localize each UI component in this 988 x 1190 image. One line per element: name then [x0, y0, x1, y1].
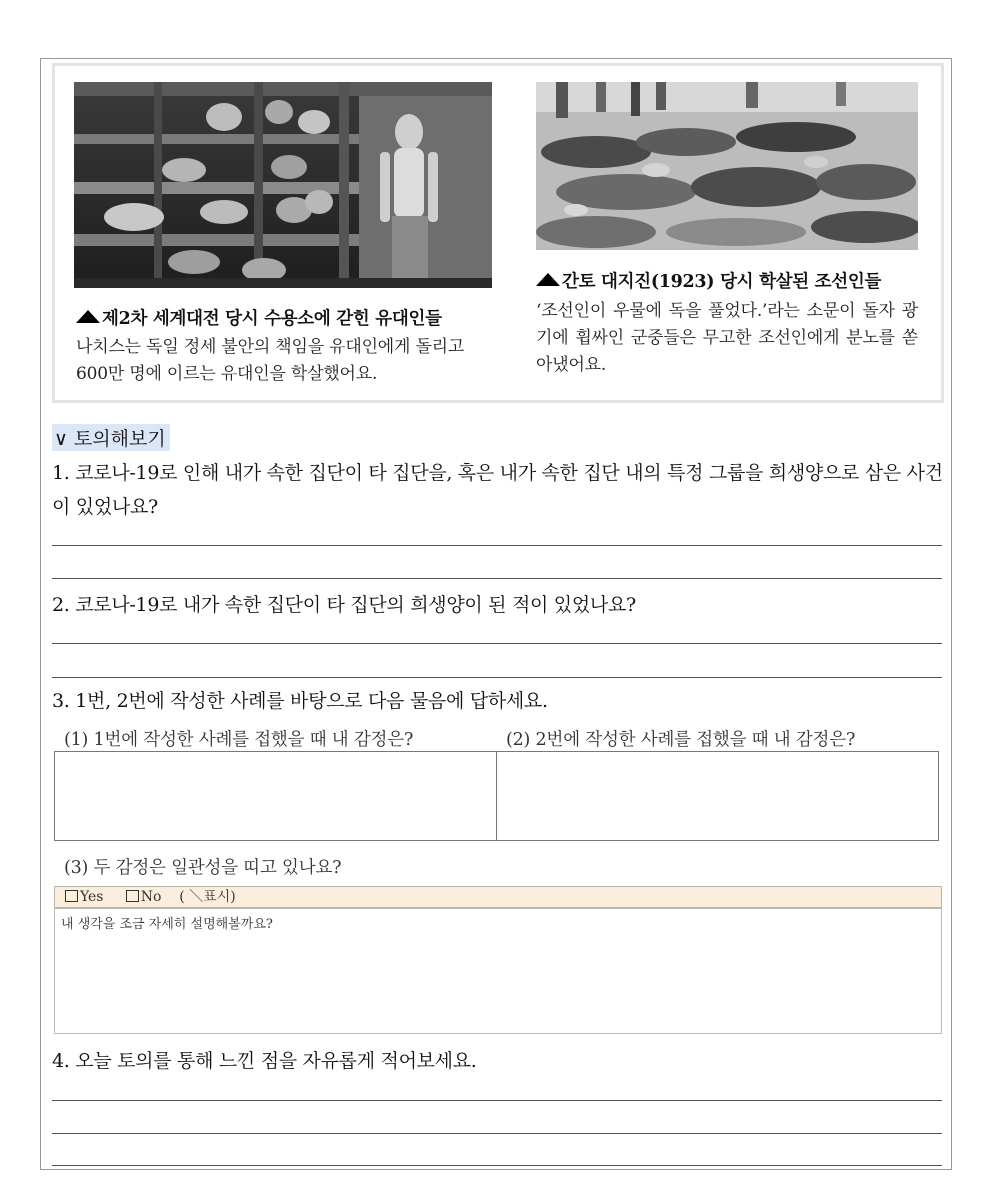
answer-line[interactable] [52, 643, 942, 644]
right-caption-title-text: 간토 대지진(1923) 당시 학살된 조선인들 [562, 272, 882, 292]
answer-line[interactable] [52, 677, 942, 678]
explanation-prompt: 내 생각을 조금 자세히 설명해볼까요? [61, 917, 273, 932]
yes-checkbox[interactable] [65, 890, 78, 902]
question-4: 4. 오늘 토의를 통해 느낀 점을 자유롭게 적어보세요. [52, 1050, 477, 1072]
feeling-answer-box-2[interactable] [496, 751, 939, 841]
left-caption-title-text: 제2차 세계대전 당시 수용소에 갇힌 유대인들 [102, 309, 442, 329]
right-caption-title [536, 268, 881, 293]
left-caption-body: 나치스는 독일 정세 불안의 책임을 유대인에게 돌리고 600만 명에 이르는 유대인을 학살했어요. [76, 337, 465, 384]
yes-label: Yes [80, 889, 104, 905]
answer-line[interactable] [52, 1133, 942, 1134]
triangle-icon [536, 273, 560, 286]
question-3: 3. 1번, 2번에 작성한 사례를 바탕으로 다음 물음에 답하세요. [52, 690, 548, 712]
discussion-heading: ∨ 토의해보기 [52, 424, 170, 451]
question-1: 1. 코로나-19로 인해 내가 속한 집단이 타 집단을, 혹은 내가 속한 집단 내의 특정 그룹을 희생양으로 삼은 사건이 있었나요? [52, 462, 943, 518]
mark-hint: ( ＼표시) [179, 889, 236, 905]
massacre-photo [536, 82, 918, 250]
answer-line[interactable] [52, 1165, 942, 1166]
sub-question-3: (3) 두 감정은 일관성을 띠고 있나요? [64, 858, 342, 878]
sub-question-1: (1) 1번에 작성한 사례를 접했을 때 내 감정은? [64, 730, 414, 750]
answer-line[interactable] [52, 1100, 942, 1101]
answer-line[interactable] [52, 545, 942, 546]
answer-line[interactable] [52, 578, 942, 579]
yes-no-row [54, 886, 942, 908]
no-label: No [140, 889, 162, 905]
camp-photo [74, 82, 492, 288]
right-caption-body: ‘조선인이 우물에 독을 풀었다.’라는 소문이 돌자 광기에 휩싸인 군중들은 무고한 조선인에게 분노를 쏟아냈어요. [536, 301, 918, 375]
no-checkbox[interactable] [126, 890, 139, 902]
feeling-answer-box-1[interactable] [54, 751, 497, 841]
question-2: 2. 코로나-19로 내가 속한 집단이 타 집단의 희생양이 된 적이 있었나요? [52, 594, 636, 616]
triangle-icon [76, 310, 100, 323]
explanation-box[interactable] [54, 908, 942, 1034]
sub-question-2: (2) 2번에 작성한 사례를 접했을 때 내 감정은? [506, 730, 856, 750]
left-caption-title [76, 305, 442, 330]
